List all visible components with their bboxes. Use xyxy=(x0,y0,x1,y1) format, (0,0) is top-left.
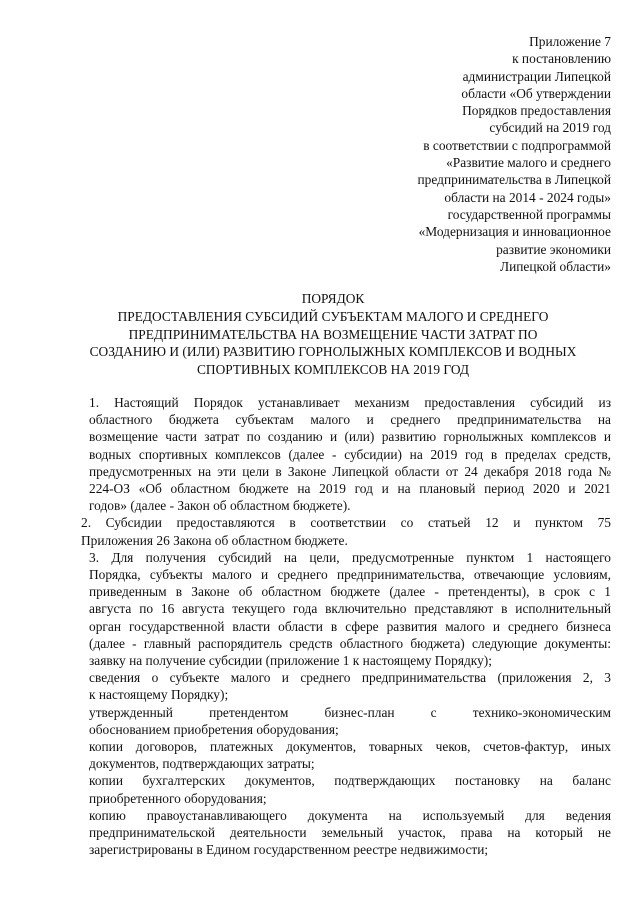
text-line: сведения о субъекте малого и среднего предпринимательства (приложения 2, 3 xyxy=(89,670,611,686)
appendix-line: Приложение 7 xyxy=(529,34,611,49)
paragraph-1 xyxy=(55,394,611,514)
text-line: зарегистрированы в Едином государственном реестре недвижимости; xyxy=(89,842,489,858)
text-line: копии договоров, платежных документов, товарных чеков, счетов-фактур, иных xyxy=(89,739,611,755)
appendix-line: «Модернизация и инновационное xyxy=(418,224,611,240)
appendix-line: Липецкой области» xyxy=(499,258,611,274)
document-list-item xyxy=(55,704,611,738)
document-body xyxy=(55,394,611,858)
appendix-line: к постановлению xyxy=(512,51,611,67)
text-line: 224-ОЗ «Об областном бюджете на 2019 год и на плановый период 2020 и 2021 xyxy=(89,481,611,497)
paragraph-3 xyxy=(55,549,611,652)
text-line: годов» (далее - Закон об областном бюджете). xyxy=(89,498,351,514)
text-line: возмещение части затрат по созданию и (или) развитию горнолыжных комплексов и xyxy=(89,429,611,445)
title-line: СПОРТИВНЫХ КОМПЛЕКСОВ НА 2019 ГОД xyxy=(197,362,469,378)
text-line: Приложения 26 Закона об областном бюджете. xyxy=(81,532,348,548)
paragraph-2 xyxy=(55,514,611,548)
text-line: копию правоустанавливающего документа на используемый для ведения xyxy=(89,807,611,823)
document-title xyxy=(60,290,606,379)
text-line: (далее - главный распорядитель средств областного бюджета) следующие документы: xyxy=(89,635,611,651)
text-line: обоснованием приобретения оборудования; xyxy=(89,721,339,737)
appendix-line: предпринимательства в Липецкой xyxy=(417,172,611,188)
text-line: копии бухгалтерских документов, подтверждающих постановку на баланс xyxy=(89,773,611,789)
document-list-item xyxy=(55,738,611,772)
text-line: заявку на получение субсидии (приложение 1 к настоящему Порядку); xyxy=(89,653,492,669)
document-list-item xyxy=(55,807,611,859)
text-line: утвержденный претендентом бизнес-план с технико-экономическим xyxy=(89,704,611,720)
document-list-item xyxy=(55,669,611,703)
appendix-line: в соответствии с подпрограммой xyxy=(423,137,611,153)
text-line: 2. Субсидии предоставляются в соответствии со статьей 12 и пунктом 75 xyxy=(81,515,611,531)
appendix-line: развитие экономики xyxy=(496,241,611,257)
text-line: документов, подтверждающих затраты; xyxy=(89,756,315,772)
text-line: августа по 16 августа текущего года включительно представляют в исполнительный xyxy=(89,601,611,617)
appendix-header xyxy=(340,33,611,275)
text-line: 3. Для получения субсидий на цели, предусмотренные пунктом 1 настоящего xyxy=(89,549,611,565)
text-line: орган государственной власти области в сфере развития малого и среднего бизнеса xyxy=(89,618,611,634)
document-list-item xyxy=(55,652,611,669)
appendix-line: «Развитие малого и среднего xyxy=(446,155,611,171)
text-line: предусмотренных на эти цели в Законе Липецкой области от 24 декабря 2018 года № xyxy=(89,463,611,479)
text-line: приобретенного оборудования; xyxy=(89,790,267,806)
title-line: СОЗДАНИЮ И (ИЛИ) РАЗВИТИЮ ГОРНОЛЫЖНЫХ КОМПЛЕКСОВ И ВОДНЫХ xyxy=(89,344,577,360)
title-line: ПОРЯДОК xyxy=(301,291,365,306)
text-line: приведенным в Законе об областном бюджете (далее - претенденты), в срок с 1 xyxy=(89,584,611,600)
document-list-item xyxy=(55,772,611,806)
appendix-line: области «Об утверждении xyxy=(461,85,611,101)
text-line: предпринимательской деятельности земельный участок, права на который не xyxy=(89,825,611,841)
text-line: водных спортивных комплексов (далее - субсидии) на 2019 год в пределах средств, xyxy=(89,446,611,462)
text-line: областного бюджета субъектам малого и среднего предпринимательства на xyxy=(89,412,611,428)
appendix-line: администрации Липецкой xyxy=(462,68,611,84)
text-line: 1. Настоящий Порядок устанавливает механизм предоставления субсидий из xyxy=(89,395,611,410)
appendix-line: Порядков предоставления xyxy=(462,103,611,119)
title-line: ПРЕДПРИНИМАТЕЛЬСТВА НА ВОЗМЕЩЕНИЕ ЧАСТИ ЗАТРАТ ПО xyxy=(128,326,538,342)
appendix-line: области на 2014 - 2024 годы» xyxy=(444,189,611,205)
text-line: Порядка, субъекты малого и среднего предпринимательства, отвечающие условиям, xyxy=(89,567,611,583)
appendix-line: субсидий на 2019 год xyxy=(489,120,611,136)
appendix-line: государственной программы xyxy=(447,206,611,222)
title-line: ПРЕДОСТАВЛЕНИЯ СУБСИДИЙ СУБЪЕКТАМ МАЛОГО И СРЕДНЕГО xyxy=(117,308,549,324)
text-line: к настоящему Порядку); xyxy=(89,687,229,703)
